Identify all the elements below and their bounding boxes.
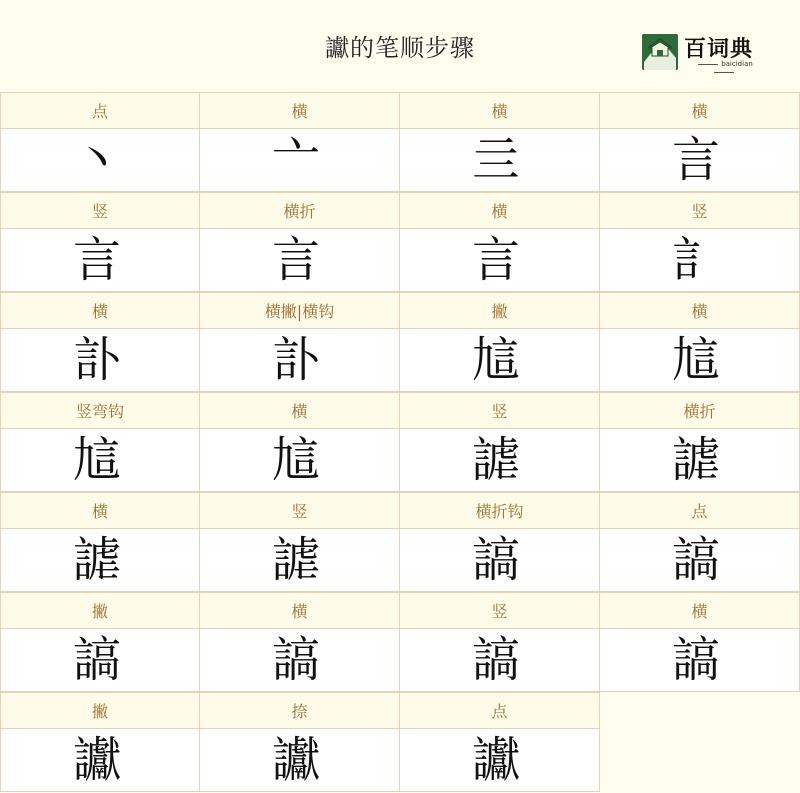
stroke-step-cell [0,292,200,392]
stroke-name-label: 横 [200,392,399,429]
stroke-step-cell [400,692,600,792]
stroke-glyph-box [1,429,199,491]
stroke-glyph-box [1,229,199,291]
stroke-glyph: 言 [73,232,122,288]
stroke-step-cell [600,292,800,392]
stroke-glyph-box [200,229,399,291]
stroke-glyph-box [1,329,199,391]
stroke-name-label: 竖 [400,592,599,629]
stroke-step-cell [200,692,400,792]
stroke-glyph-box [200,729,399,791]
stroke-name-label: 横折 [200,192,399,229]
stroke-name-label: 横折钩 [400,492,599,529]
stroke-step-cell [600,592,800,692]
empty-cell [600,692,800,792]
stroke-glyph: 言 [472,232,521,288]
stroke-name-label: 横 [600,592,799,629]
stroke-name-label: 横 [1,292,199,329]
stroke-glyph: 訃 [272,332,321,388]
stroke-step-cell [400,392,600,492]
stroke-row [0,92,800,192]
stroke-step-cell [0,692,200,792]
stroke-glyph-box [1,129,199,191]
stroke-glyph: 謔 [472,432,521,488]
stroke-step-cell [0,392,200,492]
stroke-glyph-box [400,629,599,691]
stroke-glyph: 訄 [73,432,122,488]
stroke-step-cell [200,192,400,292]
stroke-glyph-box [400,529,599,591]
stroke-glyph-box [600,429,799,491]
stroke-step-cell [400,192,600,292]
stroke-glyph-box [200,329,399,391]
stroke-glyph: 訃 [73,332,122,388]
stroke-row [0,492,800,592]
stroke-step-cell [400,592,600,692]
stroke-name-label: 竖 [600,192,799,229]
stroke-glyph: 謞 [672,632,721,688]
stroke-glyph-box [400,729,599,791]
stroke-glyph-box [400,229,599,291]
stroke-glyph-box [1,629,199,691]
stroke-step-cell [200,492,400,592]
stroke-name-label: 点 [400,692,599,729]
stroke-glyph-box [200,429,399,491]
logo-image-icon [642,34,678,70]
stroke-name-label: 横折 [600,392,799,429]
stroke-step-cell [0,192,200,292]
stroke-row [0,692,800,792]
stroke-step-cell [600,492,800,592]
stroke-step-cell [600,192,800,292]
stroke-glyph: 亖 [472,132,521,188]
stroke-name-label: 撇 [1,592,199,629]
stroke-glyph: 謞 [73,632,122,688]
stroke-name-label: 横 [600,292,799,329]
stroke-glyph-box [400,329,599,391]
stroke-glyph-box [200,529,399,591]
stroke-name-label: 竖 [1,192,199,229]
stroke-glyph: 讞 [272,732,321,788]
stroke-glyph-box [1,729,199,791]
stroke-glyph: 謔 [73,532,122,588]
stroke-step-cell [400,292,600,392]
stroke-step-cell [200,292,400,392]
stroke-step-cell [600,92,800,192]
stroke-glyph: 謔 [672,432,721,488]
stroke-name-label: 横 [200,592,399,629]
stroke-glyph: 丶 [73,132,122,188]
stroke-glyph: 謞 [472,632,521,688]
stroke-step-cell [200,92,400,192]
logo-text: 百词典 [684,37,754,62]
stroke-glyph: 亠 [272,132,321,188]
stroke-row [0,292,800,392]
stroke-name-label: 撇 [1,692,199,729]
stroke-name-label: 捺 [200,692,399,729]
stroke-step-cell [0,592,200,692]
stroke-glyph: 言 [272,232,321,288]
stroke-glyph-box [200,129,399,191]
stroke-name-label: 竖 [200,492,399,529]
stroke-step-cell [400,92,600,192]
stroke-glyph: 謔 [272,532,321,588]
stroke-glyph: 謞 [472,532,521,588]
stroke-step-cell [200,392,400,492]
stroke-glyph-box [600,529,799,591]
stroke-name-label: 横 [400,192,599,229]
stroke-glyph: 言 [672,132,721,188]
stroke-glyph-box [600,329,799,391]
stroke-glyph: 訄 [472,332,521,388]
stroke-step-cell [400,492,600,592]
stroke-name-label: 竖 [400,392,599,429]
stroke-glyph-box [600,629,799,691]
page-header [0,0,800,92]
stroke-name-label: 横 [1,492,199,529]
stroke-name-label: 横 [200,92,399,129]
stroke-name-label: 横 [600,92,799,129]
stroke-name-label: 点 [600,492,799,529]
stroke-order-grid [0,92,800,792]
stroke-glyph: 讞 [472,732,521,788]
stroke-glyph-box [400,129,599,191]
stroke-name-label: 横 [400,92,599,129]
stroke-name-label: 撇 [400,292,599,329]
stroke-glyph: 訄 [672,332,721,388]
logo-subtitle: baicidian [684,60,764,76]
stroke-row [0,592,800,692]
stroke-name-label: 横撇|横钩 [200,292,399,329]
stroke-glyph: 謞 [272,632,321,688]
stroke-glyph: 讞 [73,732,122,788]
stroke-glyph: 訄 [272,432,321,488]
stroke-glyph-box [400,429,599,491]
stroke-glyph-box [600,129,799,191]
stroke-row [0,192,800,292]
stroke-step-cell [0,492,200,592]
stroke-glyph: 訁 [672,232,721,288]
stroke-step-cell [200,592,400,692]
stroke-glyph-box [1,529,199,591]
stroke-glyph-box [200,629,399,691]
stroke-row [0,392,800,492]
stroke-glyph-box [600,229,799,291]
stroke-step-cell [600,392,800,492]
site-logo[interactable] [642,32,766,72]
stroke-step-cell [0,92,200,192]
stroke-glyph: 謞 [672,532,721,588]
stroke-name-label: 竖弯钩 [1,392,199,429]
page-title: 讞的笔顺步骤 [325,34,475,62]
stroke-name-label: 点 [1,92,199,129]
